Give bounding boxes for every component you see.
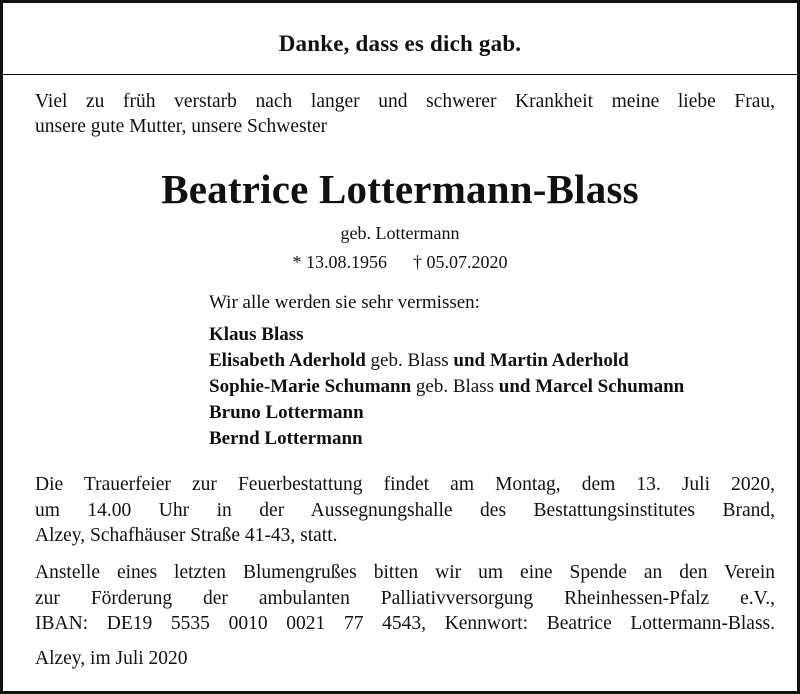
donation-line-2: zur Förderung der ambulanten Palliativversorgung Rheinhessen-Pfalz e.V., — [35, 587, 775, 609]
mourner-line-1 — [209, 322, 789, 348]
mourner-line-5 — [209, 426, 789, 452]
mourners-block — [209, 290, 789, 452]
intro-line-1: Viel zu früh verstarb nach langer und schwerer Krankheit meine liebe Frau, — [35, 91, 775, 112]
mourner-name: Sophie-Marie Schumann — [209, 376, 412, 397]
mourners-intro: Wir alle werden sie sehr vermissen: — [209, 292, 480, 313]
intro-line-2: unsere gute Mutter, unsere Schwester — [35, 116, 328, 137]
maiden-name: geb. Lottermann — [340, 223, 460, 243]
birth-date: * 13.08.1956 — [292, 252, 387, 272]
mourner-name: Elisabeth Aderhold — [209, 350, 366, 371]
place-and-date: Alzey, im Juli 2020 — [35, 648, 188, 669]
ceremony-paragraph — [35, 472, 775, 549]
mourner-line-3 — [209, 374, 789, 400]
mourner-line-4 — [209, 400, 789, 426]
mourner-name: Bernd Lottermann — [209, 428, 363, 449]
mourner-partner: und Marcel Schumann — [498, 376, 685, 397]
heading-divider — [3, 74, 797, 75]
donation-paragraph — [35, 560, 775, 637]
ceremony-line-2: um 14.00 Uhr in der Aussegnungshalle des Bestattungsinstitutes Brand, — [35, 499, 775, 521]
mourner-line-2 — [209, 348, 789, 374]
mourner-born-name: geb. Blass — [365, 350, 454, 371]
mourner-name: Klaus Blass — [209, 324, 304, 345]
notice-heading: Danke, dass es dich gab. — [278, 31, 522, 56]
donation-line-1: Anstelle eines letzten Blumengrußes bitten wir um eine Spende an den Verein — [35, 562, 775, 583]
ceremony-line-1: Die Trauerfeier zur Feuerbestattung findet am Montag, dem 13. Juli 2020, — [35, 474, 775, 495]
life-dates — [3, 251, 797, 273]
mourner-born-name: geb. Blass — [411, 376, 499, 397]
death-date: † 05.07.2020 — [413, 252, 508, 272]
deceased-name: Beatrice Lottermann-Blass — [161, 166, 639, 212]
mourner-partner: und Martin Aderhold — [453, 350, 629, 371]
mourner-name: Bruno Lottermann — [209, 402, 364, 423]
intro-paragraph — [35, 89, 775, 139]
ceremony-line-3: Alzey, Schafhäuser Straße 41-43, statt. — [35, 525, 338, 546]
donation-line-3: IBAN: DE19 5535 0010 0021 77 4543, Kennwort: Beatrice Lottermann-Blass. — [35, 613, 775, 634]
